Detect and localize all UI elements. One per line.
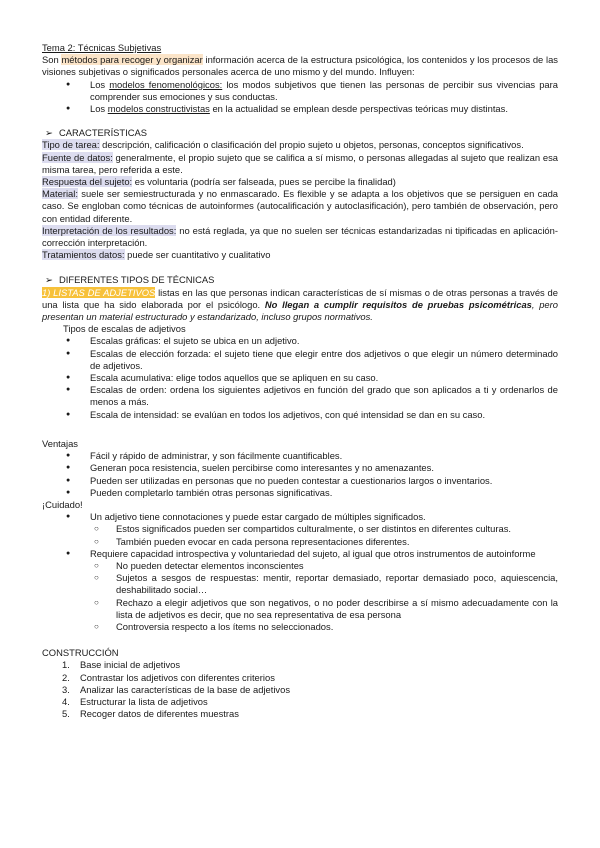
characteristic-label: Tratamientos datos: <box>42 249 125 261</box>
item-number: 2. <box>62 671 70 683</box>
item-number: 3. <box>62 683 70 695</box>
characteristic-label: Tipo de tarea: <box>42 139 100 151</box>
list-item: ● Requiere capacidad introspectiva y voluntariedad del sujeto, al igual que otros instrumentos de autoinforme <box>42 548 558 560</box>
item-number: 4. <box>62 695 70 707</box>
scales-title: Tipos de escalas de adjetivos <box>63 323 186 335</box>
list-item: ● Escala de intensidad: se evalúan en todos los adjetivos, con qué intensidad se dan en su caso. <box>42 409 558 421</box>
lists-paragraph <box>42 287 558 324</box>
construction-title: CONSTRUCCIÓN <box>42 647 119 659</box>
sub-list-item: ○ Rechazo a elegir adjetivos que son negativos, o no poder describirse a sí mismo adecuadamente con la lista de adjetivos es decir, que no sea representativa de esa persona <box>42 597 558 621</box>
characteristic-label: Respuesta del sujeto: <box>42 176 133 188</box>
list-item: ● Pueden ser utilizadas en personas que no pueden contestar a cuestionarios largos o inventarios. <box>42 475 558 487</box>
characteristics-block <box>42 139 558 261</box>
bullet-text: Los <box>90 103 108 115</box>
item-text: Analizar las características de la base de adjetivos <box>80 683 291 695</box>
sub-list-item: ○ Controversia respecto a los ítems no seleccionados. <box>42 621 558 633</box>
construction-list <box>42 659 558 720</box>
characteristic-item <box>42 139 558 151</box>
lists-text: listas en las que personas indican características de sí mismas o de otras personas a través de una lista que ha sido elaborada por el psicólogo. <box>42 286 558 310</box>
bullet-text: en la actualidad se emplean desde perspectivas teóricas muy distintas. <box>209 103 508 115</box>
arrow-icon: ➢ <box>45 127 53 139</box>
list-item: ● Escalas gráficas: el sujeto se ubica en un adjetivo. <box>42 335 558 347</box>
bullet-term: modelos fenomenológicos: <box>109 78 223 90</box>
bullet-text: los modos subjetivos que tienen las personas de percibir sus vivencias para comprender sus emociones y sus conductas. <box>90 78 558 102</box>
characteristic-label: Material: <box>42 188 78 200</box>
item-text: Base inicial de adjetivos <box>80 659 181 671</box>
intro-highlight: métodos para recoger y organizar <box>61 54 203 66</box>
arrow-icon: ➢ <box>45 274 53 286</box>
characteristic-item <box>42 176 558 188</box>
characteristic-item <box>42 225 558 249</box>
item-text: Estructurar la lista de adjetivos <box>80 695 208 707</box>
intro-text-post: información acerca de la estructura psicológica, los contenidos y los procesos de las visiones subjetivas o significados personales acerca de uno mismo y del mundo. Influyen: <box>42 54 558 78</box>
list-item: ● Fácil y rápido de administrar, y son fácilmente cuantificables. <box>42 450 558 462</box>
list-item: ● Escalas de elección forzada: el sujeto tiene que elegir entre dos adjetivos o que elegir un número determinado de adjetivos. <box>42 348 558 372</box>
characteristic-item <box>42 152 558 176</box>
characteristic-label: Interpretación de los resultados: <box>42 224 177 236</box>
section-title: CARACTERÍSTICAS <box>59 127 148 139</box>
advantages-list <box>42 450 558 499</box>
characteristic-item <box>42 188 558 225</box>
characteristic-text: es voluntaria (podría ser falseada, pues se percibe la finalidad) <box>132 176 396 188</box>
numbered-item <box>42 672 558 684</box>
characteristic-text: descripción, calificación o clasificación del propio sujeto u objetos, personas, conceptos significativos. <box>99 139 524 151</box>
sub-list-item: ○ Estos significados pueden ser compartidos culturalmente, o ser distintos en diferentes culturas. <box>42 523 558 535</box>
list-item: ● Generan poca resistencia, suelen percibirse como interesantes y no amenazantes. <box>42 462 558 474</box>
sub-list-item: ○ No pueden detectar elementos inconscientes <box>42 560 558 572</box>
list-item: ● Un adjetivo tiene connotaciones y puede estar cargado de múltiples significados. <box>42 511 558 523</box>
lists-italic: , pero presentan un material estructurado y estandarizado, incluso grupos normativos. <box>42 298 558 323</box>
caution-title: ¡Cuidado! <box>42 498 83 510</box>
page-title: Tema 2: Técnicas Subjetivas <box>42 42 162 53</box>
sub-list-item: ○ También pueden evocar en cada persona representaciones diferentes. <box>42 536 558 548</box>
intro-paragraph <box>42 54 558 78</box>
bullet-text: Los <box>90 78 110 90</box>
numbered-item <box>42 708 558 720</box>
list-item: ● Escala acumulativa: elige todos aquellos que se apliquen en su caso. <box>42 372 558 384</box>
characteristic-label: Fuente de datos: <box>42 151 113 163</box>
list-item <box>42 79 558 103</box>
advantages-title: Ventajas <box>42 437 78 449</box>
item-number: 5. <box>62 708 70 720</box>
sub-list-item: ○ Sujetos a sesgos de respuestas: mentir, reportar demasiado, reportar demasiado poco, aquiescencia, deshabilitado social… <box>42 572 558 596</box>
section-heading-types <box>42 274 558 286</box>
lists-italic-bold: No llegan a cumplir requisitos de pruebas psicométricas <box>264 298 532 310</box>
item-text: Recoger datos de diferentes muestras <box>80 708 239 720</box>
intro-text-pre: Son <box>42 54 62 66</box>
section-heading-characteristics <box>42 127 558 139</box>
characteristic-text: no está reglada, ya que no suelen ser técnicas estandarizadas ni tipificadas en aplicación-corrección interpretación. <box>42 224 558 249</box>
scales-list <box>42 335 558 420</box>
characteristic-text: generalmente, el propio sujeto que se califica a sí mismo, o personas allegadas al sujeto que realizan esa misma tarea, pero referida a este. <box>42 151 558 175</box>
bullet-term: modelos constructivistas <box>107 103 210 115</box>
characteristic-text: suele ser semiestructurada y no enmascarado. Es flexible y se adapta a los objetivos que se persiguen en cada caso. Se engloban como técnicas de autoinformes (autocalificación y autoclasificación), pero también de observación, pero con entidad diferente. <box>42 188 558 224</box>
caution-list <box>42 511 558 633</box>
numbered-item <box>42 684 558 696</box>
list-item: ● Pueden completarlo también otras personas significativas. <box>42 487 558 499</box>
list-item <box>42 103 558 115</box>
section-title: DIFERENTES TIPOS DE TÉCNICAS <box>59 274 215 286</box>
numbered-item <box>42 696 558 708</box>
characteristic-text: puede ser cuantitativo y cualitativo <box>124 249 271 261</box>
lists-highlight: 1) LISTAS DE ADJETIVOS <box>42 286 156 298</box>
item-text: Contrastar los adjetivos con diferentes criterios <box>80 671 275 683</box>
intro-bullet-list <box>42 79 558 116</box>
item-number: 1. <box>62 659 70 671</box>
list-item: ● Escalas de orden: ordena los siguientes adjetivos en función del grado que son aplicados a ti y ordenarlos de menos a más. <box>42 384 558 408</box>
characteristic-item <box>42 249 558 261</box>
numbered-item <box>42 659 558 671</box>
